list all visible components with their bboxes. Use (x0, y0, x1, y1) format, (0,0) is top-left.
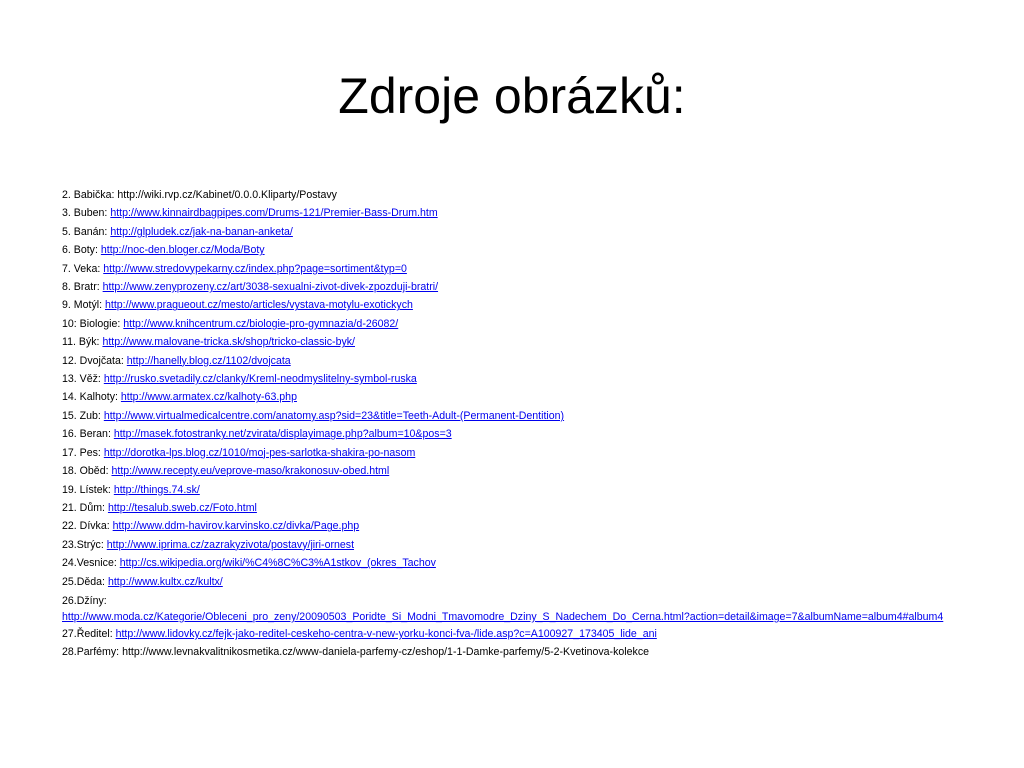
source-link[interactable]: http://tesalub.sweb.cz/Foto.html (107, 501, 257, 514)
source-label: 6. Boty: (62, 244, 101, 257)
source-item (62, 591, 967, 625)
source-item (62, 186, 967, 204)
source-link[interactable]: http://hanelly.blog.cz/1102/dvojcata (126, 354, 291, 367)
source-item (62, 241, 967, 259)
source-link[interactable]: http://things.74.sk/ (113, 483, 200, 496)
source-label: 23.Strýc: (62, 538, 107, 551)
source-label: 13. Věž: (62, 373, 104, 386)
source-link[interactable]: http://www.stredovypekarny.cz/index.php?page=sortiment&typ=0 (103, 262, 407, 275)
source-link[interactable]: http://rusko.svetadily.cz/clanky/Kreml-neodmyslitelny-symbol-ruska (103, 373, 417, 386)
source-item (62, 536, 967, 554)
source-label: 14. Kalhoty: (62, 391, 121, 404)
source-item (62, 352, 967, 370)
source-label: 22. Dívka: (62, 520, 113, 533)
source-link[interactable]: http://www.pragueout.cz/mesto/articles/vystava-motylu-exotickych (104, 299, 413, 312)
source-item (62, 625, 967, 643)
source-label: 27.Ředitel: (62, 627, 116, 640)
source-label: 11. Býk: (62, 336, 103, 349)
source-item (62, 444, 967, 462)
source-link[interactable]: http://www.recepty.eu/veprove-maso/krakonosuv-obed.html (111, 465, 390, 478)
source-link[interactable]: http://www.virtualmedicalcentre.com/anatomy.asp?sid=23&title=Teeth-Adult-(Permanent-Dentition) (103, 409, 565, 422)
source-link[interactable]: http://glpludek.cz/jak-na-banan-anketa/ (110, 225, 293, 238)
source-label: 16. Beran: (62, 428, 114, 441)
source-label: 2. Babička: (62, 189, 118, 201)
source-link[interactable]: http://www.zenyprozeny.cz/art/3038-sexualni-zivot-divek-zpozduji-bratri/ (102, 281, 439, 294)
source-url-text: http://www.levnakvalitnikosmetika.cz/www-daniela-parfemy-cz/eshop/1-1-Damke-parfemy/5-2-Kvetinova-kolekce (122, 646, 650, 659)
source-label: 25.Děda: (62, 575, 108, 588)
source-link[interactable]: http://www.kinnairdbagpipes.com/Drums-121/Premier-Bass-Drum.htm (110, 207, 438, 220)
source-item (62, 462, 967, 480)
source-link[interactable]: http://masek.fotostranky.net/zvirata/displayimage.php?album=10&pos=3 (113, 428, 452, 441)
source-item (62, 204, 967, 222)
source-item (62, 481, 967, 499)
source-url-text: http://wiki.rvp.cz/Kabinet/0.0.0.Kliparty/Postavy (117, 189, 337, 201)
source-label: 21. Dům: (62, 501, 108, 514)
source-item (62, 333, 967, 351)
source-link[interactable]: http://cs.wikipedia.org/wiki/%C4%8C%C3%A1stkov_(okres_Tachov (119, 557, 436, 570)
source-item (62, 315, 967, 333)
source-label: 19. Lístek: (62, 483, 114, 496)
source-item (62, 296, 967, 314)
source-link[interactable]: http://dorotka-lps.blog.cz/1010/moj-pes-sarlotka-shakira-po-nasom (103, 446, 416, 459)
source-label: 17. Pes: (62, 446, 104, 459)
source-item (62, 573, 967, 591)
source-label: 28.Parfémy: (62, 646, 123, 659)
source-item (62, 499, 967, 517)
source-link[interactable]: http://www.knihcentrum.cz/biologie-pro-gymnazia/d-26082/ (123, 317, 399, 330)
source-link[interactable]: http://www.lidovky.cz/fejk-jako-reditel-ceskeho-centra-v-new-yorku-konci-fva-/lide.asp?c=A100927_173405_lide_ani (115, 627, 657, 640)
source-link[interactable]: http://www.iprima.cz/zazrakyzivota/postavy/jiri-ornest (106, 538, 355, 551)
slide-title: Zdroje obrázků: (338, 68, 686, 124)
source-label: 7. Veka: (62, 262, 104, 275)
source-item (62, 554, 967, 572)
source-link[interactable]: http://www.kultx.cz/kultx/ (107, 575, 223, 588)
source-item (62, 260, 967, 278)
source-link[interactable]: http://www.moda.cz/Kategorie/Obleceni_pro_zeny/20090503_Poridte_Si_Modni_Tmavomodre_Dziny_S_Nadechem_Do_Cerna.html?action=detail&image=7&albumName=album4#album4 (62, 610, 944, 623)
source-label: 10: Biologie: (62, 317, 124, 330)
source-label: 18. Oběd: (62, 465, 112, 478)
source-label: 5. Banán: (62, 225, 111, 238)
source-link[interactable]: http://www.armatex.cz/kalhoty-63.php (120, 391, 297, 404)
image-sources-list (62, 186, 967, 662)
source-item (62, 517, 967, 535)
source-item (62, 223, 967, 241)
source-link[interactable]: http://www.malovane-tricka.sk/shop/tricko-classic-byk/ (102, 336, 355, 349)
source-label: 24.Vesnice: (62, 557, 120, 570)
source-label: 15. Zub: (62, 409, 104, 422)
source-label: 3. Buben: (62, 207, 111, 220)
source-item (62, 278, 967, 296)
source-item (62, 425, 967, 443)
source-label: 12. Dvojčata: (62, 354, 127, 367)
source-item (62, 407, 967, 425)
source-label: 9. Motýl: (62, 299, 105, 312)
source-link[interactable]: http://noc-den.bloger.cz/Moda/Boty (100, 244, 265, 257)
source-label: 26.Džíny: (62, 594, 107, 607)
source-item (62, 643, 967, 661)
source-link[interactable]: http://www.ddm-havirov.karvinsko.cz/divka/Page.php (112, 520, 360, 533)
source-label: 8. Bratr: (62, 281, 103, 294)
source-item (62, 370, 967, 388)
source-item (62, 388, 967, 406)
